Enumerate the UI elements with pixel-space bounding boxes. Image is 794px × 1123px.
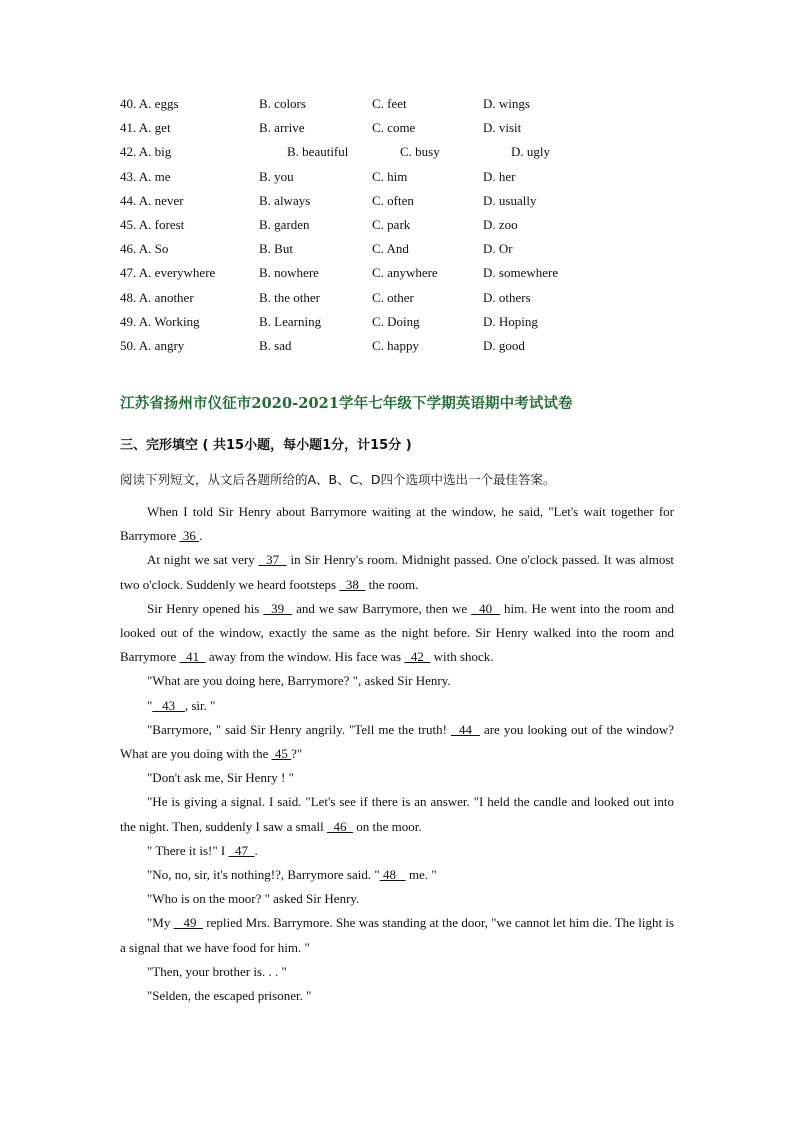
option-d: D. others (483, 289, 531, 305)
passage-text: Sir Henry opened his (147, 600, 264, 616)
option-a: 44. A. never (120, 192, 184, 208)
option-row (120, 119, 680, 143)
option-d: D. her (483, 168, 516, 184)
blank-number: 45 (271, 746, 292, 762)
option-b: B. But (259, 241, 293, 257)
passage-paragraph (120, 694, 674, 718)
cloze-passage (120, 500, 674, 1008)
option-d: D. Or (483, 241, 513, 257)
option-d: D. visit (483, 120, 522, 136)
option-b: B. beautiful (287, 144, 349, 160)
option-a: 40. A. eggs (120, 96, 179, 111)
passage-text: " (147, 697, 153, 713)
passage-paragraph (120, 863, 674, 887)
passage-text: with shock. (430, 649, 494, 665)
passage-paragraph (120, 960, 674, 984)
passage-paragraph (120, 839, 674, 863)
passage-paragraph (120, 790, 674, 838)
passage-text: "He is giving a signal. I said. "Let's see if there is an answer. "I held the candle and looked out into the night. Then, suddenly I saw a small (120, 794, 674, 834)
blank-number: 49 (173, 915, 203, 931)
passage-text: "Don't ask me, Sir Henry ! " (147, 770, 294, 786)
blank-number: 42 (404, 649, 431, 665)
option-d: D. zoo (483, 216, 518, 232)
option-a: 42. A. big (120, 144, 172, 160)
option-c: C. often (372, 192, 414, 208)
option-b: B. garden (259, 216, 310, 232)
blank-number: 47 (228, 842, 255, 858)
passage-text: "No, no, sir, it's nothing!?, Barrymore said. " (147, 867, 380, 883)
option-a: 47. A. everywhere (120, 265, 216, 281)
passage-paragraph (120, 984, 674, 1008)
passage-text: "Who is on the moor? " asked Sir Henry. (147, 891, 360, 907)
option-b: B. the other (259, 289, 321, 305)
passage-paragraph (120, 669, 674, 693)
option-c: C. feet (372, 96, 407, 111)
blank-number: 46 (327, 818, 354, 834)
option-d: D. wings (483, 96, 530, 111)
passage-paragraph (120, 548, 674, 596)
passage-paragraph (120, 500, 674, 548)
option-row (120, 95, 680, 119)
option-b: B. Learning (259, 313, 322, 329)
option-row (120, 143, 680, 167)
passage-paragraph (120, 911, 674, 959)
option-c: C. Doing (372, 313, 420, 329)
section-heading: 三、完形填空 ( 共15小题，每小题1分，计15分 ) (120, 438, 412, 453)
passage-text: . (199, 528, 203, 544)
option-b: B. colors (259, 96, 306, 111)
blank-number: 38 (339, 576, 366, 592)
passage-text: him. He went into the room and looked out of the window, exactly the same as the night before. Sir Henry walked into the room and Barrymore (120, 600, 675, 665)
option-c: C. park (372, 216, 411, 232)
passage-text: "What are you doing here, Barrymore? ", asked Sir Henry. (147, 673, 451, 689)
option-d: D. ugly (511, 144, 550, 160)
passage-paragraph (120, 766, 674, 790)
option-a: 46. A. So (120, 241, 169, 257)
option-a: 50. A. angry (120, 337, 185, 353)
answer-options (120, 95, 680, 361)
option-row (120, 337, 680, 361)
option-c: C. happy (372, 337, 419, 353)
option-row (120, 264, 680, 288)
blank-number: 40 (471, 600, 501, 616)
option-c: C. And (372, 241, 409, 257)
passage-text: At night we sat very (147, 552, 259, 568)
blank-number: 39 (263, 600, 293, 616)
passage-text: "My (147, 915, 174, 931)
passage-text: in Sir Henry's room. Midnight passed. One o'clock passed. It was almost two o'clock. Suddenly we heard footsteps (120, 552, 675, 592)
option-c: C. come (372, 120, 416, 136)
option-a: 48. A. another (120, 289, 194, 305)
option-a: 49. A. Working (120, 313, 200, 329)
option-d: D. somewhere (483, 265, 559, 281)
option-d: D. Hoping (483, 313, 538, 329)
instruction: 阅读下列短文，从文后各题所给的A、B、C、D四个选项中选出一个最佳答案。 (120, 472, 556, 487)
option-b: B. you (259, 168, 294, 184)
passage-text: , sir. " (184, 697, 216, 713)
option-b: B. sad (259, 337, 292, 353)
passage-text: "Barrymore, " said Sir Henry angrily. "Tell me the truth! (147, 721, 451, 737)
passage-paragraph (120, 887, 674, 911)
option-c: C. busy (400, 144, 440, 160)
option-row (120, 168, 680, 192)
blank-number: 43 (152, 697, 185, 713)
passage-text: and we saw Barrymore, then we (292, 600, 472, 616)
passage-text: ?" (291, 746, 303, 762)
option-a: 41. A. get (120, 120, 171, 136)
option-b: B. nowhere (259, 265, 319, 281)
option-row (120, 289, 680, 313)
passage-text: are you looking out of the window? What are you doing with the (120, 721, 675, 762)
option-c: C. other (372, 289, 414, 305)
option-a: 43. A. me (120, 168, 171, 184)
passage-text: "Then, your brother is. . . " (147, 963, 287, 979)
option-c: C. anywhere (372, 265, 438, 281)
passage-paragraph (120, 718, 674, 766)
option-row (120, 192, 680, 216)
passage-text: away from the window. His face was (205, 649, 405, 665)
passage-text: " There it is!" I (147, 842, 229, 858)
option-row (120, 216, 680, 240)
option-row (120, 313, 680, 337)
passage-text: the room. (365, 576, 419, 592)
blank-number: 48 (379, 867, 406, 883)
passage-text: . (254, 842, 258, 858)
blank-number: 41 (179, 649, 206, 665)
passage-paragraph (120, 597, 674, 670)
passage-text: me. " (405, 867, 437, 883)
option-d: D. usually (483, 192, 537, 208)
option-d: D. good (483, 337, 525, 353)
blank-number: 36 (179, 528, 200, 544)
blank-number: 37 (258, 552, 287, 568)
passage-text: replied Mrs. Barrymore. She was standing at the door, "we cannot let him die. The light is a signal that we have food for him. " (120, 915, 674, 955)
option-a: 45. A. forest (120, 216, 185, 232)
passage-text: on the moor. (353, 818, 422, 834)
option-b: B. always (259, 192, 311, 208)
option-c: C. him (372, 168, 408, 184)
blank-number: 44 (450, 721, 480, 737)
passage-text: When I told Sir Henry about Barrymore waiting at the window, he said, "Let's wait together for Barrymore (120, 504, 674, 544)
option-row (120, 240, 680, 264)
exam-title: 江苏省扬州市仪征市2020-2021学年七年级下学期英语期中考试试卷 (120, 395, 573, 412)
passage-text: "Selden, the escaped prisoner. " (147, 988, 312, 1004)
option-b: B. arrive (259, 120, 305, 136)
